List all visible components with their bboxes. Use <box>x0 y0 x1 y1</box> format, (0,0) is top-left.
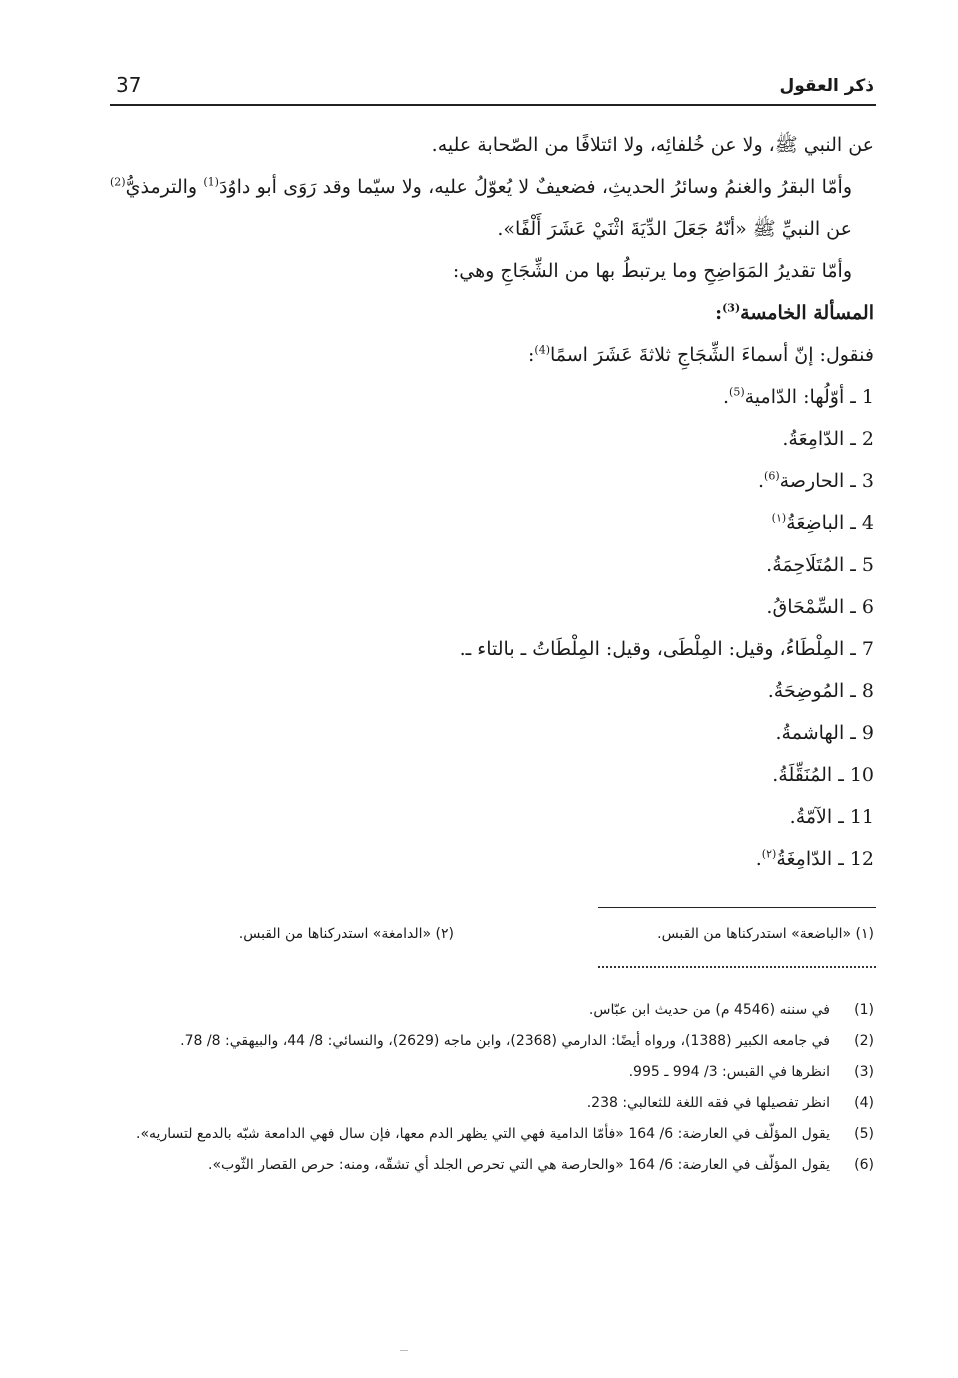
list-item <box>110 838 874 880</box>
footnote-ref: (2) <box>110 175 126 189</box>
list-item-end: . <box>782 428 789 450</box>
list-item-text: 7 ـ المِلْطَاءُ، وقيل: المِلْطَى، وقيل: المِلْطَاتُ ـ بالتاء ـ. <box>459 638 874 660</box>
list-item-end: . <box>766 554 773 576</box>
footnotes <box>110 996 874 1182</box>
list-item <box>110 670 874 712</box>
main-text <box>110 124 874 880</box>
list-item-end: . <box>758 470 765 492</box>
footnote-text: انظرها في القبس: 3/ 994 ـ 995. <box>628 1064 830 1080</box>
footnote-ref: (6) <box>764 469 780 483</box>
running-title: ذكر العقول <box>779 76 874 96</box>
list-item <box>110 712 874 754</box>
list-item-text: 12 ـ الدّامِغَةُ <box>776 848 874 870</box>
list-item-end: . <box>722 386 730 408</box>
paragraph <box>110 166 874 250</box>
heading-colon: : <box>715 302 723 324</box>
editor-notes <box>110 922 874 952</box>
footnote-ref: (4) <box>534 343 550 357</box>
footnote-ref: (1) <box>203 175 219 189</box>
editor-note: (١) «الباضعة» استدركناها من القبس. <box>657 926 874 942</box>
footnote-text: انظر تفصيلها في فقه اللغة للثعالبي: 238. <box>586 1095 830 1111</box>
paragraph-text: وأمّا تقديرُ المَوَاضِحِ وما يرتبطُ بها من الشِّجَاجِ وهي: <box>452 260 852 282</box>
list-item <box>110 796 874 838</box>
list-item <box>110 502 874 544</box>
list-item-text: 11 ـ الآمّةُ <box>795 806 874 828</box>
list-item <box>110 544 874 586</box>
footnote-number: (3) <box>854 1064 874 1080</box>
paragraph <box>110 124 874 166</box>
footnote-ref: (١) <box>771 511 787 525</box>
footnote-rule <box>598 907 876 908</box>
dotted-separator <box>598 966 876 968</box>
list-item-text: 3 ـ الحارصة <box>779 470 874 492</box>
list-item-end: . <box>775 722 782 744</box>
paragraph <box>110 250 874 292</box>
section-heading <box>110 292 874 334</box>
footnote <box>110 1120 874 1148</box>
footnote-text: يقول المؤلّف في العارضة: 6/ 164 «والحارصة هي التي تحرص الجلد أي تشقّه، ومنه: حرص القصار الثّوب». <box>208 1157 830 1173</box>
footnote-number: (4) <box>854 1095 874 1111</box>
paragraph-text: عن النبيِّ ﷺ «أنّهُ جَعَلَ الدِّيَةَ اثْنَيْ عَشَرَ أَلْفًا». <box>497 218 852 240</box>
footnote-number: (1) <box>854 1002 874 1018</box>
footnote <box>110 1027 874 1055</box>
list-item-text: 8 ـ المُوضِحَةُ <box>773 680 874 702</box>
list-item-end: . <box>789 806 796 828</box>
list-item-text: 2 ـ الدّامِعَةُ <box>788 428 874 450</box>
list-item <box>110 586 874 628</box>
paragraph-text: والترمذيُّ <box>125 176 204 198</box>
footnote <box>110 996 874 1024</box>
paragraph <box>110 334 874 376</box>
footnote-number: (6) <box>854 1157 874 1173</box>
list-item-text: 1 ـ أوّلُها: الدّامية <box>744 386 874 408</box>
editor-note: (٢) «الدامغة» استدركناها من القبس. <box>238 926 454 942</box>
paragraph-text: وأمّا البقرُ والغنمُ وسائرُ الحديثِ، فضعيفٌ لا يُعوّلُ عليه، ولا سيّما وقد رَوَى أبو داوُدَ <box>218 176 853 198</box>
list-item-text: 5 ـ المُتَلَاحِمَةُ <box>772 554 874 576</box>
footnote-text: في سننه (4546 م) من حديث ابن عبّاس. <box>588 1002 830 1018</box>
heading-text: المسألة الخامسة <box>740 302 874 324</box>
list-item-text: 9 ـ الهاشمةُ <box>781 722 874 744</box>
list-item-end: . <box>767 680 774 702</box>
list-item <box>110 460 874 502</box>
intro-colon: : <box>527 344 535 366</box>
page-number: 37 <box>116 73 142 97</box>
footnote <box>110 1089 874 1117</box>
list-item-end: . <box>755 848 762 870</box>
list-item <box>110 754 874 796</box>
footnote-number: (2) <box>854 1033 874 1049</box>
list-item-end: . <box>766 596 773 618</box>
footnote <box>110 1058 874 1086</box>
list-item <box>110 628 874 670</box>
paragraph-text: فنقول: إنّ أسماءَ الشِّجَاجِ ثلاثةَ عَشَرَ اسمًا <box>549 344 874 366</box>
list-item-text: 6 ـ السِّمْحَاقُ <box>772 596 874 618</box>
scan-mark <box>400 1350 408 1351</box>
list-item <box>110 418 874 460</box>
list-item-text: 4 ـ الباضِعَةُ <box>786 512 874 534</box>
list-item <box>110 376 874 418</box>
paragraph-text: عن النبي ﷺ، ولا عن خُلفائِه، ولا ائتلافًا من الصّحابة عليه. <box>431 134 874 156</box>
footnote-number: (5) <box>854 1126 874 1142</box>
footnote-ref: (3) <box>722 301 741 315</box>
list-item-end: . <box>772 764 779 786</box>
list <box>110 376 874 880</box>
footnote-ref: (٢) <box>761 847 777 861</box>
footnote-text: في جامعه الكبير (1388)، ورواه أيضًا: الدارمي (2368)، وابن ماجه (2629)، والنسائي: 8/ 44، والبيهقي: 8/ 78. <box>180 1033 830 1049</box>
list-item-text: 10 ـ المُنَقِّلَةُ <box>778 764 874 786</box>
footnote-text: يقول المؤلّف في العارضة: 6/ 164 «فأمّا الدامية فهي التي يظهر الدم معها، فإن سال فهي الدامعة شبّه بالدمع لتساريه». <box>136 1126 830 1142</box>
header-rule <box>110 104 876 106</box>
footnote-ref: (5) <box>729 385 745 399</box>
footnote <box>110 1151 874 1179</box>
